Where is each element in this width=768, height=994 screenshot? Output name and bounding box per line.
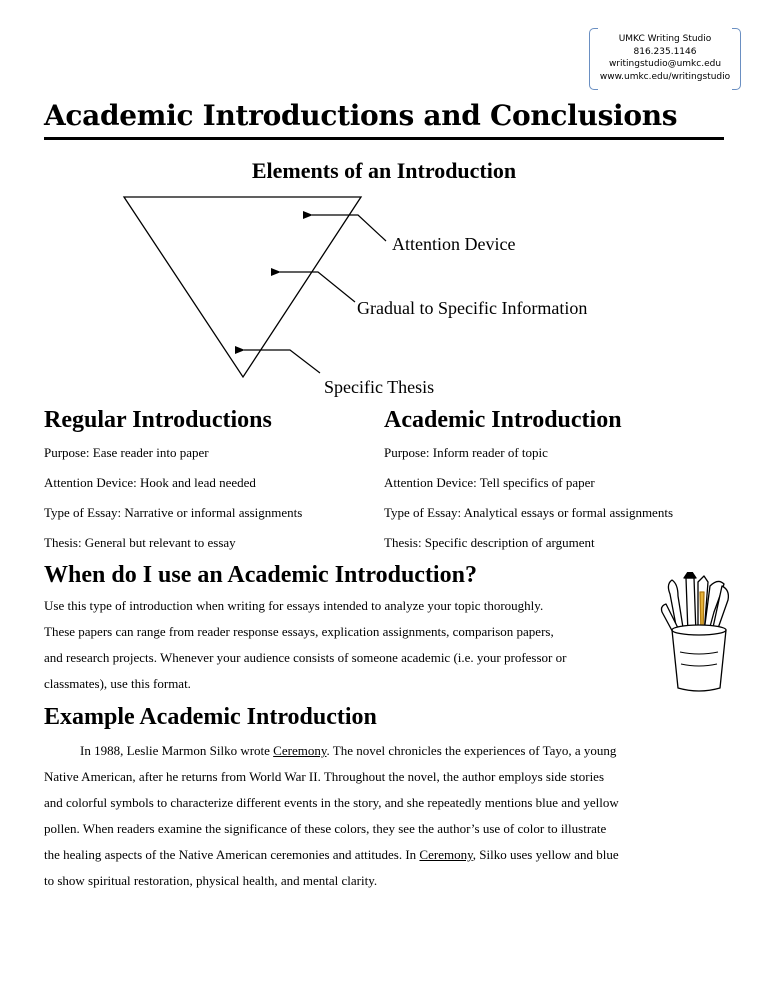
contact-bracket-right: [732, 28, 741, 90]
contact-email: writingstudio@umkc.edu: [608, 59, 722, 69]
academic-essay-type: Type of Essay: Analytical essays or formal assignments: [384, 505, 674, 520]
example-paragraph: [44, 738, 744, 894]
regular-purpose: Purpose: Ease reader into paper: [44, 445, 209, 460]
example-line-4: pollen. When readers examine the significance of these colors, they see the author’s use of color to illustrate: [44, 821, 607, 836]
diagram-heading: Elements of an Introduction: [251, 158, 517, 183]
attention-arrow: [312, 215, 386, 241]
when-line-1: Use this type of introduction when writing for essays intended to analyze your topic thoroughly.: [44, 598, 544, 613]
book-title: Ceremony: [273, 743, 327, 758]
attention-device-label: Attention Device: [392, 234, 516, 254]
page-title: Academic Introductions and Conclusions: [44, 99, 678, 132]
thesis-arrow: [244, 350, 320, 373]
example-line-5-end: , Silko uses yellow and blue: [472, 847, 619, 862]
pen-cup-icon: [658, 572, 740, 692]
example-line-5-start: the healing aspects of the Native American ceremonies and attitudes. In: [44, 847, 420, 862]
example-line-5: [44, 842, 744, 868]
example-line-2: Native American, after he returns from World War II. Throughout the novel, the author employs side stories: [44, 769, 605, 784]
academic-purpose: Purpose: Inform reader of topic: [384, 445, 548, 460]
when-line-3: and research projects. Whenever your audience consists of someone academic (i.e. your professor or: [44, 650, 567, 665]
example-line-6: to show spiritual restoration, physical health, and mental clarity.: [44, 873, 378, 888]
gradual-information-label: Gradual to Specific Information: [357, 298, 588, 318]
gradual-arrow: [280, 272, 355, 302]
regular-attention-device: Attention Device: Hook and lead needed: [44, 475, 256, 490]
regular-thesis: Thesis: General but relevant to essay: [44, 535, 236, 550]
contact-box: [589, 28, 741, 88]
specific-thesis-label: Specific Thesis: [324, 377, 435, 397]
academic-thesis: Thesis: Specific description of argument: [384, 535, 595, 550]
funnel-diagram: [0, 185, 768, 385]
example-line-3: and colorful symbols to characterize different events in the story, and she repeatedly mentions blue and yellow: [44, 795, 619, 810]
example-line-1-end: . The novel chronicles the experiences of Tayo, a young: [326, 743, 617, 758]
regular-introductions-heading: Regular Introductions: [44, 407, 272, 433]
when-heading: When do I use an Academic Introduction?: [44, 562, 477, 588]
title-rule: [44, 137, 724, 140]
when-line-4: classmates), use this format.: [44, 676, 191, 691]
book-title-repeat: Ceremony: [419, 847, 473, 862]
contact-studio: UMKC Writing Studio: [618, 34, 712, 44]
academic-attention-device: Attention Device: Tell specifics of paper: [384, 475, 595, 490]
contact-bracket-left: [589, 28, 598, 90]
regular-essay-type: Type of Essay: Narrative or informal assignments: [44, 505, 303, 520]
contact-phone: 816.235.1146: [633, 46, 697, 57]
academic-introduction-heading: Academic Introduction: [384, 407, 622, 433]
example-line-1-start: In 1988, Leslie Marmon Silko wrote: [80, 743, 274, 758]
example-heading: Example Academic Introduction: [44, 704, 377, 730]
example-line-1: [44, 738, 744, 764]
funnel-triangle: [124, 197, 361, 377]
contact-website: www.umkc.edu/writingstudio: [599, 71, 731, 82]
when-line-2: These papers can range from reader response essays, explication assignments, comparison papers,: [44, 624, 554, 639]
